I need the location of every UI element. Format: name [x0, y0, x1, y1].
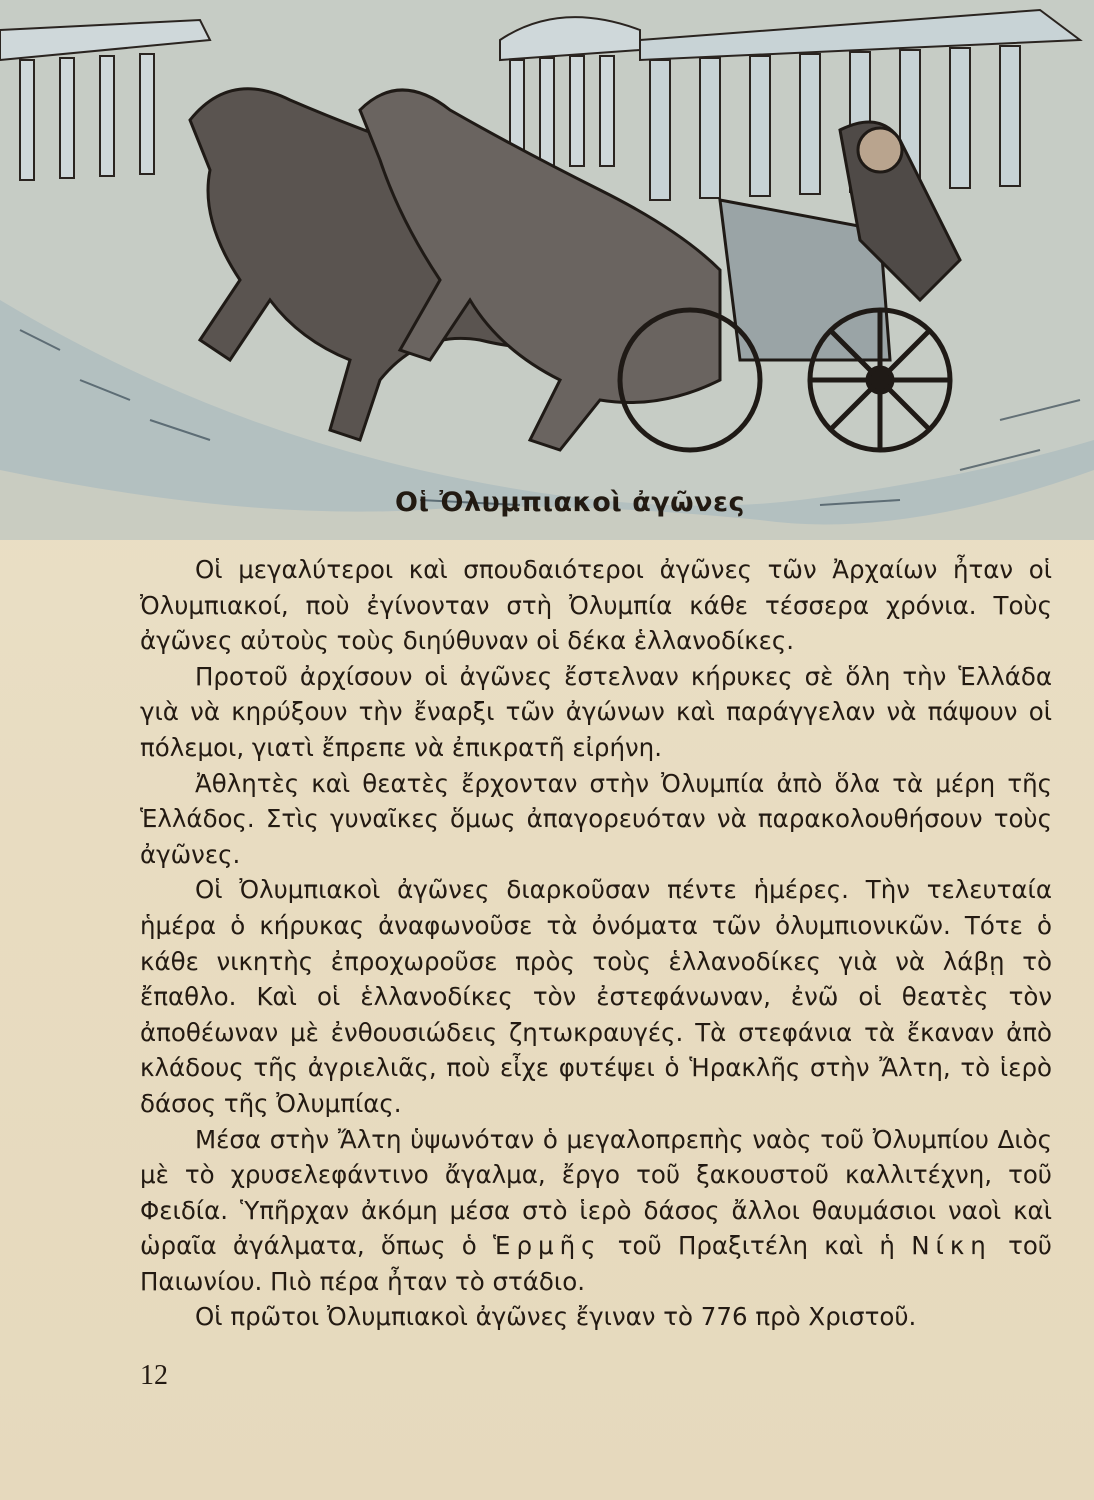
article-body [140, 552, 1052, 1335]
text-run: τοῦ Πραξιτέλη καὶ ἡ [601, 1231, 912, 1261]
paragraph [140, 1122, 1052, 1300]
spaced-name-hermes: Ἑρμῆς [493, 1231, 602, 1261]
spaced-name-nike: Νίκη [911, 1231, 992, 1261]
closing-paragraph: Οἱ πρῶτοι Ὀλυμπιακοὶ ἀγῶνες ἔγιναν τὸ 776 πρὸ Χριστοῦ. [195, 1302, 917, 1332]
page-number: 12 [140, 1360, 168, 1391]
paragraph: Οἱ μεγαλύτεροι καὶ σπουδαιότεροι ἀγῶνες τῶν Ἀρχαίων ἦταν οἱ Ὀλυμπιακοί, ποὺ ἐγίνονταν στὴ Ὀλυμπία κάθε τέσσερα χρόνια. Τοὺς ἀγῶνες αὐτοὺς τοὺς διηύθυναν οἱ δέκα ἑλλανοδίκες. [140, 555, 1052, 656]
paragraph: Προτοῦ ἀρχίσουν οἱ ἀγῶνες ἔστελναν κήρυκες σὲ ὅλη τὴν Ἑλλάδα γιὰ νὰ κηρύξουν τὴν ἔναρξι τῶν ἀγώνων καὶ παράγγελαν νὰ πάψουν οἱ πόλεμοι, γιατὶ ἔπρεπε νὰ ἐπικρατῆ εἰρήνη. [140, 661, 1052, 762]
text-run: τοῦ Παιωνίου. Πιὸ πέρα ἦταν τὸ στάδιο. [140, 1231, 1052, 1296]
paragraph: Ἀθλητὲς καὶ θεατὲς ἔρχονταν στὴν Ὀλυμπία ἀπὸ ὅλα τὰ μέρη τῆς Ἑλλάδος. Στὶς γυναῖκες ὅμως ἀπαγορευόταν νὰ παρακολουθήσουν τοὺς ἀγῶνες. [140, 768, 1052, 869]
chariot-race-engraving-icon [0, 0, 1094, 540]
chariot-race-illustration [0, 0, 1094, 540]
text-run: Μέσα στὴν Ἄλτη ὑψωνόταν ὁ μεγαλοπρεπὴς ναὸς τοῦ Ὀλυμπίου Διὸς μὲ τὸ χρυσελεφάντινο ἄγαλμα, ἔργο τοῦ ξακουστοῦ καλλιτέχνη, τοῦ Φειδία. Ὑπῆρχαν ἀκόμη μέσα στὸ ἱερὸ δάσος ἄλλοι θαυμάσιοι ναοὶ καὶ ὡραῖα ἀγάλματα, ὅπως ὁ [140, 1124, 1052, 1261]
page-title: Οἱ Ὀλυμπιακοὶ ἀγῶνες [395, 487, 746, 518]
paragraph: Οἱ Ὀλυμπιακοὶ ἀγῶνες διαρκοῦσαν πέντε ἡμέρες. Τὴν τελευταία ἡμέρα ὁ κήρυκας ἀναφωνοῦσε τὰ ὀνόματα τῶν ὀλυμπιονικῶν. Τότε ὁ κάθε νικητὴς ἐπροχωροῦσε πρὸς τοὺς ἑλλανοδίκες γιὰ νὰ λάβῃ τὸ ἔπαθλο. Καὶ οἱ ἑλλανοδίκες τὸν ἐστεφάνωναν, ἐνῶ οἱ θεατὲς τὸν ἀποθέωναν μὲ ἐνθουσιώδεις ζητωκραυγές. Τὰ στεφάνια τὰ ἔκαναν ἀπὸ κλάδους τῆς ἀγριελιᾶς, ποὺ εἶχε φυτέψει ὁ Ἡρακλῆς στὴν Ἄλτη, τὸ ἱερὸ δάσος τῆς Ὀλυμπίας. [140, 875, 1052, 1118]
